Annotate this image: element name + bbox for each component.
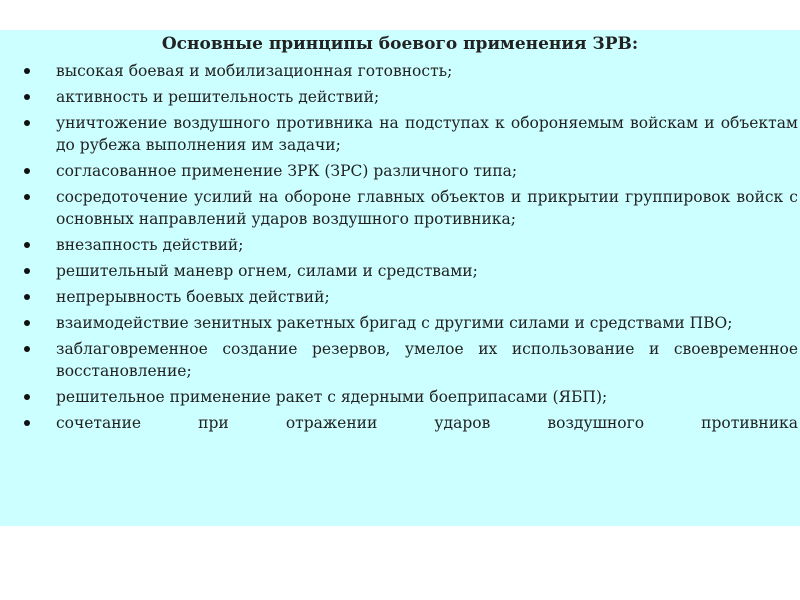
content-panel (0, 30, 800, 526)
list-item (0, 86, 800, 108)
list-item-text: уничтожение воздушного противника на подступах к обороняемым войскам и объектам до рубежа выполнения им задачи; (56, 114, 798, 154)
bullet-icon (24, 94, 30, 100)
bullet-icon (24, 320, 30, 326)
list-item-text: взаимодействие зенитных ракетных бригад с другими силами и средствами ПВО; (56, 314, 733, 332)
list-item-text: активность и решительность действий; (56, 88, 380, 106)
list-item (0, 186, 800, 230)
list-item (0, 338, 800, 382)
bullet-icon (24, 294, 30, 300)
list-item-text: заблаговременное создание резервов, умелое их использование и своевременное восстановление; (56, 340, 798, 380)
list-item (0, 412, 800, 434)
bullet-icon (24, 420, 30, 426)
list-item-text: сосредоточение усилий на обороне главных объектов и прикрытии группировок войск с основных направлений ударов воздушного противника; (56, 188, 798, 228)
list-item-text: сочетание при отражении ударов воздушного противника (56, 414, 798, 432)
list-item-text: решительный маневр огнем, силами и средствами; (56, 262, 478, 280)
list-item-text: внезапность действий; (56, 236, 244, 254)
list-item (0, 312, 800, 334)
list-item (0, 60, 800, 82)
list-item-text: непрерывность боевых действий; (56, 288, 330, 306)
list-item (0, 234, 800, 256)
bullet-icon (24, 68, 30, 74)
list-item (0, 386, 800, 408)
list-item-text: решительное применение ракет с ядерными боеприпасами (ЯБП); (56, 388, 608, 406)
list-item-text: высокая боевая и мобилизационная готовность; (56, 62, 453, 80)
list-item (0, 286, 800, 308)
bullet-icon (24, 194, 30, 200)
bullet-icon (24, 120, 30, 126)
bullet-icon (24, 168, 30, 174)
list-item (0, 260, 800, 282)
bullet-icon (24, 346, 30, 352)
slide-title: Основные принципы боевого применения ЗРВ: (161, 34, 639, 54)
bullet-icon (24, 242, 30, 248)
list-item (0, 160, 800, 182)
bullet-icon (24, 268, 30, 274)
bullet-icon (24, 394, 30, 400)
principles-list (0, 60, 800, 438)
list-item (0, 112, 800, 156)
list-item-text: согласованное применение ЗРК (ЗРС) различного типа; (56, 162, 518, 180)
